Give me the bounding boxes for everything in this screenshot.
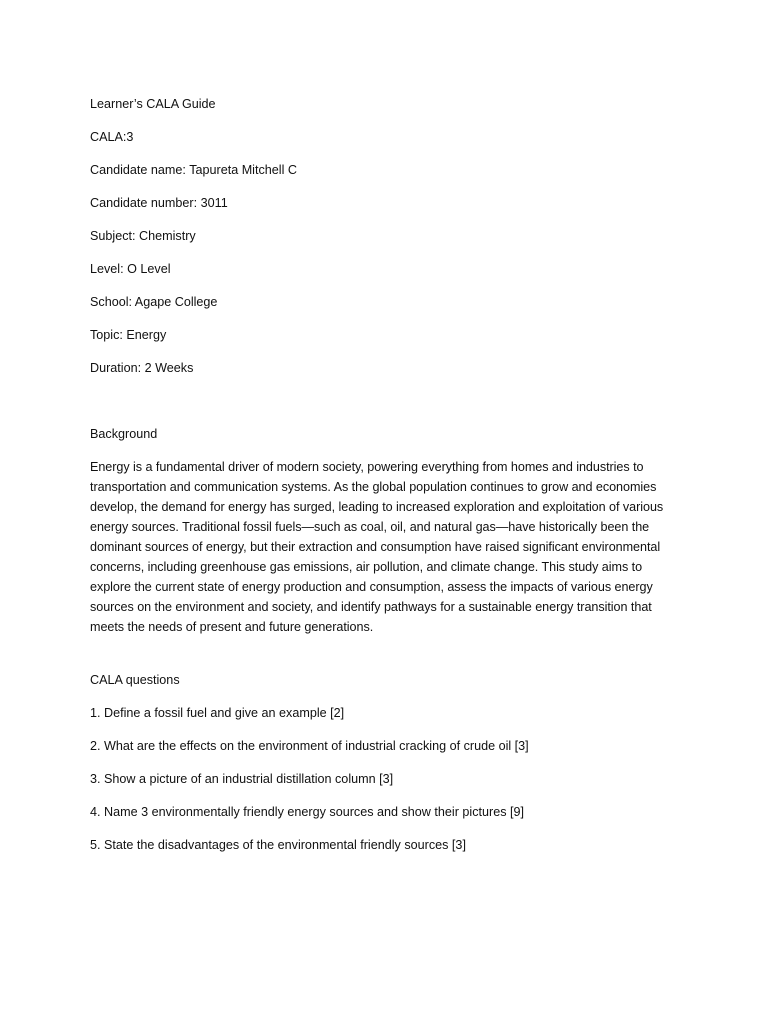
- background-paragraph: [90, 457, 685, 637]
- spacer: [90, 637, 690, 670]
- cala-questions-heading: CALA questions: [90, 673, 180, 687]
- guide-title: Learner’s CALA Guide: [90, 97, 216, 111]
- candidate-number: Candidate number: 3011: [90, 196, 228, 210]
- background-line: energy sources. Traditional fossil fuels—such as coal, oil, and natural gas—have historically been the: [90, 520, 650, 534]
- question-item: 1. Define a fossil fuel and give an example [2]: [90, 706, 345, 720]
- cala-number: CALA:3: [90, 130, 134, 144]
- background-line: develop, the demand for energy has surged, leading to increased exploration and exploitation of various: [90, 500, 664, 514]
- background-line: concerns, including greenhouse gas emissions, air pollution, and climate change. This study aims to: [90, 560, 643, 574]
- question-item: 5. State the disadvantages of the environmental friendly sources [3]: [90, 838, 466, 852]
- spacer: [90, 391, 690, 424]
- level: Level: O Level: [90, 262, 171, 276]
- question-item: 3. Show a picture of an industrial distillation column [3]: [90, 772, 394, 786]
- background-line: transportation and communication systems. As the global population continues to grow and economies: [90, 480, 657, 494]
- subject: Subject: Chemistry: [90, 229, 196, 243]
- background-line: Energy is a fundamental driver of modern society, powering everything from homes and industries to: [90, 460, 644, 474]
- background-line: meets the needs of present and future generations.: [90, 620, 374, 634]
- background-line: explore the current state of energy production and consumption, assess the impacts of various energy: [90, 580, 653, 594]
- background-line: sources on the environment and society, and identify pathways for a sustainable energy transition that: [90, 600, 652, 614]
- duration: Duration: 2 Weeks: [90, 361, 194, 375]
- topic: Topic: Energy: [90, 328, 167, 342]
- background-line: dominant sources of energy, but their extraction and consumption have raised significant environmental: [90, 540, 661, 554]
- background-heading: Background: [90, 427, 158, 441]
- question-item: 4. Name 3 environmentally friendly energy sources and show their pictures [9]: [90, 805, 524, 819]
- candidate-name: Candidate name: Tapureta Mitchell C: [90, 163, 297, 177]
- document-content: [90, 94, 690, 868]
- school: School: Agape College: [90, 295, 218, 309]
- question-item: 2. What are the effects on the environment of industrial cracking of crude oil [3]: [90, 739, 529, 753]
